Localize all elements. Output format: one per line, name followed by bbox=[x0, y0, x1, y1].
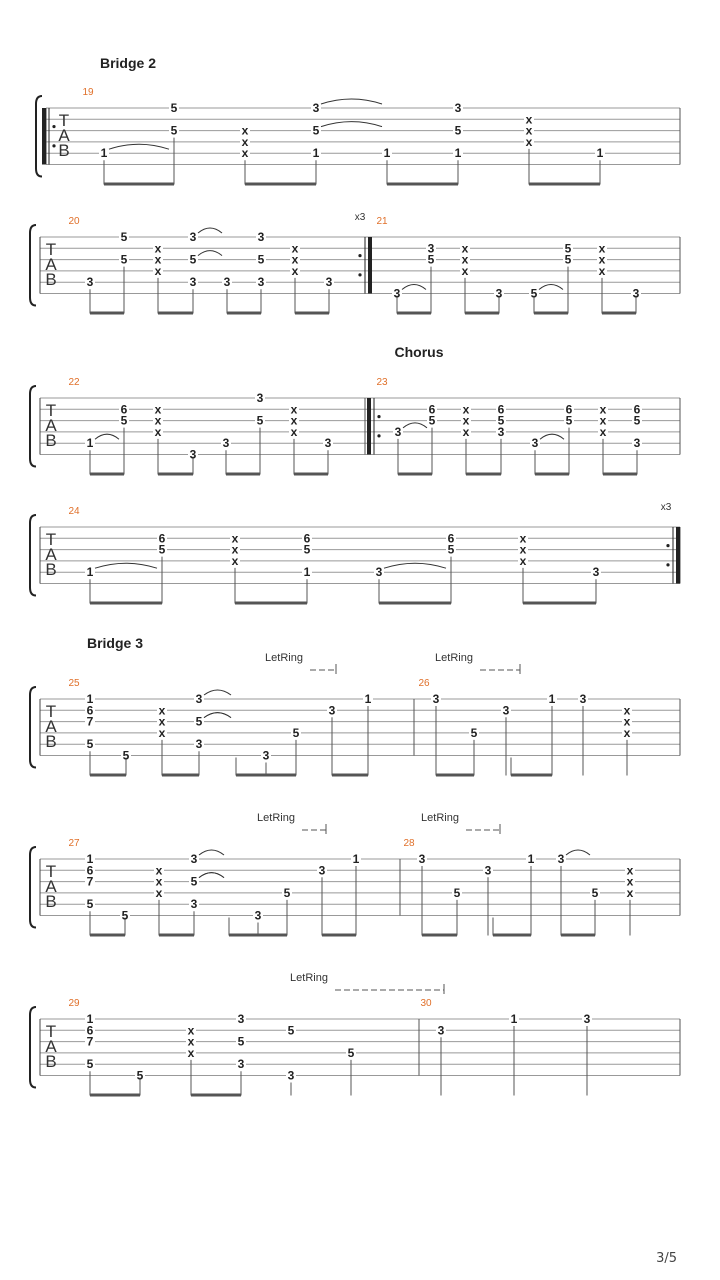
beam bbox=[379, 602, 451, 605]
dead-note: x bbox=[291, 241, 299, 256]
tie bbox=[198, 228, 222, 233]
fret-number: 5 bbox=[447, 542, 455, 557]
repeat-thick-bar bbox=[368, 237, 372, 294]
beam bbox=[236, 774, 296, 777]
fret-number: 5 bbox=[453, 885, 461, 900]
fret-number: 3 bbox=[393, 286, 401, 301]
fret-number: 5 bbox=[564, 241, 572, 256]
beam bbox=[229, 934, 287, 937]
dead-note: x bbox=[462, 402, 470, 417]
fret-number: 5 bbox=[86, 737, 94, 752]
beam bbox=[90, 774, 126, 777]
beam bbox=[529, 183, 600, 186]
fret-number: 5 bbox=[427, 252, 435, 267]
fret-number: 5 bbox=[190, 874, 198, 889]
fret-number: 3 bbox=[583, 1012, 591, 1026]
tab-clef-letter: T bbox=[45, 530, 57, 549]
fret-number: 6 bbox=[303, 531, 311, 546]
dead-note: x bbox=[599, 413, 607, 428]
fret-number: 3 bbox=[223, 275, 231, 290]
measure-number: 24 bbox=[68, 506, 80, 517]
dead-note: x bbox=[598, 263, 606, 278]
fret-number: 3 bbox=[324, 436, 332, 451]
beam bbox=[398, 473, 432, 476]
fret-number: 5 bbox=[170, 101, 178, 115]
beam bbox=[104, 183, 174, 186]
fret-number: 3 bbox=[254, 908, 262, 923]
section-label: Bridge 2 bbox=[99, 55, 157, 71]
dead-note: x bbox=[154, 263, 162, 278]
fret-number: 3 bbox=[484, 863, 492, 878]
system-bracket bbox=[30, 225, 36, 306]
fret-number: 3 bbox=[190, 852, 198, 866]
tie bbox=[540, 434, 564, 439]
fret-number: 3 bbox=[328, 703, 336, 718]
fret-number: 6 bbox=[86, 1023, 94, 1038]
let-ring-label: LetRing bbox=[435, 652, 473, 664]
dead-note: x bbox=[623, 714, 631, 729]
fret-number: 6 bbox=[120, 402, 128, 417]
fret-number: 1 bbox=[548, 692, 556, 706]
beam bbox=[226, 473, 260, 476]
measure-number: 30 bbox=[420, 998, 432, 1009]
section-label: Chorus bbox=[394, 344, 444, 360]
fret-number: 5 bbox=[86, 1057, 94, 1072]
tab-clef-letter: A bbox=[45, 255, 57, 274]
tab-clef-letter: T bbox=[58, 111, 70, 130]
beam bbox=[561, 934, 595, 937]
dead-note: x bbox=[599, 402, 607, 417]
fret-number: 5 bbox=[256, 413, 264, 428]
beam bbox=[465, 312, 499, 315]
fret-number: 3 bbox=[437, 1023, 445, 1038]
fret-number: 5 bbox=[257, 252, 265, 267]
dead-note: x bbox=[626, 885, 634, 900]
fret-number: 3 bbox=[394, 424, 402, 439]
fret-number: 6 bbox=[428, 402, 436, 417]
fret-number: 1 bbox=[86, 852, 94, 866]
let-ring-label: LetRing bbox=[421, 812, 459, 824]
tab-clef-letter: A bbox=[45, 717, 57, 736]
fret-number: 1 bbox=[352, 852, 360, 866]
measure-number: 22 bbox=[68, 377, 80, 388]
let-ring-label: LetRing bbox=[265, 652, 303, 664]
tie bbox=[95, 434, 119, 439]
fret-number: 5 bbox=[283, 885, 291, 900]
beam bbox=[422, 934, 457, 937]
fret-number: 3 bbox=[497, 424, 505, 439]
fret-number: 3 bbox=[495, 286, 503, 301]
measure-number: 23 bbox=[376, 377, 388, 388]
beam bbox=[227, 312, 261, 315]
dead-note: x bbox=[291, 263, 299, 278]
fret-number: 5 bbox=[121, 908, 129, 923]
system-bracket bbox=[30, 515, 36, 596]
fret-number: 3 bbox=[237, 1012, 245, 1026]
fret-number: 1 bbox=[86, 565, 94, 580]
fret-number: 3 bbox=[189, 230, 197, 244]
fret-number: 5 bbox=[195, 714, 203, 729]
fret-number: 1 bbox=[303, 565, 311, 580]
fret-number: 5 bbox=[189, 252, 197, 267]
beam bbox=[322, 934, 356, 937]
repeat-dot bbox=[52, 144, 55, 147]
tab-clef-letter: B bbox=[58, 141, 70, 160]
dead-note: x bbox=[461, 263, 469, 278]
dead-note: x bbox=[154, 413, 162, 428]
dead-note: x bbox=[241, 134, 249, 149]
fret-number: 1 bbox=[312, 146, 320, 161]
fret-number: 1 bbox=[527, 852, 535, 866]
tie bbox=[321, 122, 382, 127]
measure-number: 19 bbox=[82, 87, 94, 98]
tab-clef-letter: A bbox=[58, 126, 70, 145]
dead-note: x bbox=[154, 252, 162, 267]
beam bbox=[90, 934, 125, 937]
beam bbox=[90, 473, 124, 476]
staff-lines bbox=[30, 96, 680, 1088]
tab-clef-letter: T bbox=[45, 702, 57, 721]
tab-clef-letter: B bbox=[45, 892, 57, 911]
tie bbox=[109, 144, 169, 149]
dead-note: x bbox=[187, 1023, 195, 1038]
beam bbox=[603, 473, 637, 476]
fret-number: 5 bbox=[86, 897, 94, 912]
beam bbox=[158, 473, 193, 476]
dead-note: x bbox=[519, 531, 527, 546]
fret-number: 3 bbox=[454, 101, 462, 115]
fret-number: 3 bbox=[592, 565, 600, 580]
fret-number: 3 bbox=[502, 703, 510, 718]
beam bbox=[466, 473, 501, 476]
fret-number: 6 bbox=[86, 863, 94, 878]
tie bbox=[204, 690, 231, 695]
fret-number: 3 bbox=[418, 852, 426, 866]
tie bbox=[566, 850, 590, 855]
dead-note: x bbox=[462, 424, 470, 439]
dead-note: x bbox=[155, 863, 163, 878]
tie bbox=[321, 99, 382, 104]
fret-number: 5 bbox=[120, 230, 128, 244]
tab-clef-letter: B bbox=[45, 1052, 57, 1071]
beam bbox=[90, 1094, 140, 1097]
beam bbox=[534, 312, 568, 315]
beam bbox=[235, 602, 307, 605]
beam bbox=[523, 602, 596, 605]
fret-number: 5 bbox=[428, 413, 436, 428]
dead-note: x bbox=[461, 252, 469, 267]
dead-note: x bbox=[231, 553, 239, 568]
tie bbox=[199, 873, 224, 878]
fret-number: 3 bbox=[318, 863, 326, 878]
beam bbox=[191, 1094, 241, 1097]
tab-clef-letter: B bbox=[45, 732, 57, 751]
tab-clef-letter: T bbox=[45, 401, 57, 420]
beam bbox=[294, 473, 328, 476]
dead-note: x bbox=[598, 241, 606, 256]
measure-number: 25 bbox=[68, 678, 80, 689]
fret-number: 3 bbox=[557, 852, 565, 866]
dead-note: x bbox=[187, 1045, 195, 1060]
system-bracket bbox=[30, 386, 36, 467]
tab-clef-letter: B bbox=[45, 270, 57, 289]
fret-number: 3 bbox=[190, 897, 198, 912]
beam bbox=[245, 183, 316, 186]
tie bbox=[384, 563, 446, 568]
dead-note: x bbox=[623, 703, 631, 718]
fret-number: 3 bbox=[633, 436, 641, 451]
beam bbox=[332, 774, 368, 777]
dead-note: x bbox=[241, 123, 249, 138]
fret-number: 7 bbox=[86, 1034, 94, 1049]
repeat-dot bbox=[377, 434, 380, 437]
fret-number: 5 bbox=[347, 1045, 355, 1060]
measure-number: 29 bbox=[68, 998, 80, 1009]
dead-note: x bbox=[231, 542, 239, 557]
fret-number: 3 bbox=[427, 241, 435, 256]
fret-number: 1 bbox=[100, 146, 108, 161]
fret-number: 7 bbox=[86, 714, 94, 729]
fret-number: 1 bbox=[364, 692, 372, 706]
measure-number: 21 bbox=[376, 216, 388, 227]
dead-note: x bbox=[626, 863, 634, 878]
beam bbox=[295, 312, 329, 315]
repeat-dot bbox=[358, 254, 361, 257]
repeat-dot bbox=[358, 273, 361, 276]
measure-number: 26 bbox=[418, 678, 430, 689]
fret-number: 1 bbox=[86, 1012, 94, 1026]
fret-number: 3 bbox=[325, 275, 333, 290]
fret-number: 5 bbox=[287, 1023, 295, 1038]
beam bbox=[397, 312, 431, 315]
fret-number: 1 bbox=[510, 1012, 518, 1026]
repeat-thick-bar bbox=[676, 527, 680, 584]
dead-note: x bbox=[525, 123, 533, 138]
let-ring-label: LetRing bbox=[257, 812, 295, 824]
fret-number: 3 bbox=[86, 275, 94, 290]
beam bbox=[602, 312, 636, 315]
fret-number: 1 bbox=[596, 146, 604, 161]
dead-note: x bbox=[462, 413, 470, 428]
fret-number: 5 bbox=[120, 252, 128, 267]
fret-number: 6 bbox=[497, 402, 505, 417]
repeat-dot bbox=[666, 563, 669, 566]
tab-clef-letter: T bbox=[45, 862, 57, 881]
fret-number: 5 bbox=[312, 123, 320, 138]
dead-note: x bbox=[290, 413, 298, 428]
fret-number: 3 bbox=[222, 436, 230, 451]
fret-number: 3 bbox=[237, 1057, 245, 1072]
tab-clef-letter: A bbox=[45, 545, 57, 564]
tie bbox=[198, 251, 222, 256]
fret-number: 6 bbox=[447, 531, 455, 546]
dead-note: x bbox=[158, 714, 166, 729]
beam bbox=[90, 602, 162, 605]
fret-number: 5 bbox=[170, 123, 178, 138]
tie bbox=[403, 423, 427, 428]
beam bbox=[387, 183, 458, 186]
dead-note: x bbox=[231, 531, 239, 546]
fret-number: 1 bbox=[86, 436, 94, 451]
tab-clef-letter: B bbox=[45, 431, 57, 450]
dead-note: x bbox=[154, 402, 162, 417]
beam bbox=[159, 934, 194, 937]
fret-number: 3 bbox=[632, 286, 640, 301]
tie bbox=[539, 285, 563, 290]
fret-number: 5 bbox=[303, 542, 311, 557]
tie bbox=[204, 713, 231, 718]
tie bbox=[199, 850, 224, 855]
repeat-count-label: x3 bbox=[354, 212, 366, 223]
dead-note: x bbox=[461, 241, 469, 256]
dead-note: x bbox=[599, 424, 607, 439]
fret-number: 3 bbox=[256, 391, 264, 405]
fret-number: 3 bbox=[257, 230, 265, 244]
dead-note: x bbox=[154, 424, 162, 439]
fret-number: 7 bbox=[86, 874, 94, 889]
dead-note: x bbox=[525, 112, 533, 127]
repeat-dot bbox=[52, 125, 55, 128]
fret-number: 3 bbox=[375, 565, 383, 580]
dead-note: x bbox=[158, 703, 166, 718]
fret-number: 5 bbox=[237, 1034, 245, 1049]
dead-note: x bbox=[290, 402, 298, 417]
repeat-thick-bar bbox=[42, 108, 46, 165]
dead-note: x bbox=[155, 874, 163, 889]
fret-number: 1 bbox=[86, 692, 94, 706]
dead-note: x bbox=[519, 553, 527, 568]
dead-note: x bbox=[623, 725, 631, 740]
beam bbox=[535, 473, 569, 476]
fret-number: 6 bbox=[633, 402, 641, 417]
repeat-dot bbox=[666, 544, 669, 547]
beam bbox=[162, 774, 199, 777]
fret-number: 3 bbox=[195, 737, 203, 752]
dead-note: x bbox=[154, 241, 162, 256]
fret-number: 3 bbox=[287, 1068, 295, 1083]
system-bracket bbox=[30, 687, 36, 768]
let-ring-label: LetRing bbox=[290, 972, 328, 984]
beam bbox=[436, 774, 474, 777]
tab-clef-letter: B bbox=[45, 560, 57, 579]
measure-number: 20 bbox=[68, 216, 80, 227]
fret-number: 5 bbox=[122, 748, 130, 763]
fret-number: 1 bbox=[454, 146, 462, 161]
fret-number: 5 bbox=[591, 885, 599, 900]
notation-text bbox=[45, 55, 671, 1083]
beam bbox=[511, 774, 552, 777]
system-bracket bbox=[30, 847, 36, 928]
fret-number: 6 bbox=[565, 402, 573, 417]
fret-number: 3 bbox=[262, 748, 270, 763]
dead-note: x bbox=[525, 134, 533, 149]
fret-number: 6 bbox=[158, 531, 166, 546]
fret-number: 3 bbox=[579, 692, 587, 706]
system-bracket bbox=[30, 1007, 36, 1088]
beam bbox=[493, 934, 531, 937]
fret-number: 5 bbox=[292, 725, 300, 740]
fret-number: 5 bbox=[564, 252, 572, 267]
fret-number: 3 bbox=[257, 275, 265, 290]
section-label: Bridge 3 bbox=[86, 635, 144, 651]
fret-number: 5 bbox=[470, 725, 478, 740]
repeat-dot bbox=[377, 415, 380, 418]
beam bbox=[90, 312, 124, 315]
fret-number: 3 bbox=[312, 101, 320, 115]
fret-number: 1 bbox=[383, 146, 391, 161]
fret-number: 3 bbox=[189, 447, 197, 462]
dead-note: x bbox=[291, 252, 299, 267]
dead-note: x bbox=[187, 1034, 195, 1049]
fret-number: 5 bbox=[120, 413, 128, 428]
tab-clef-letter: A bbox=[45, 416, 57, 435]
fret-number: 5 bbox=[633, 413, 641, 428]
fret-number: 3 bbox=[432, 692, 440, 706]
tab-clef-letter: A bbox=[45, 1037, 57, 1056]
fret-number: 6 bbox=[86, 703, 94, 718]
repeat-count-label: x3 bbox=[660, 502, 672, 513]
measure-number: 28 bbox=[403, 838, 415, 849]
fret-number: 3 bbox=[531, 436, 539, 451]
fret-number: 5 bbox=[158, 542, 166, 557]
dead-note: x bbox=[158, 725, 166, 740]
repeat-thick-bar bbox=[367, 398, 371, 455]
measure-number: 27 bbox=[68, 838, 80, 849]
tab-clef-letter: A bbox=[45, 877, 57, 896]
tie bbox=[402, 285, 426, 290]
tab-clef-letter: T bbox=[45, 240, 57, 259]
dead-note: x bbox=[241, 146, 249, 161]
tie bbox=[95, 563, 157, 568]
fret-number: 3 bbox=[195, 692, 203, 706]
system-bracket bbox=[36, 96, 42, 177]
fret-number: 5 bbox=[136, 1068, 144, 1083]
fret-number: 5 bbox=[454, 123, 462, 138]
fret-number: 5 bbox=[565, 413, 573, 428]
fret-number: 5 bbox=[497, 413, 505, 428]
dead-note: x bbox=[155, 885, 163, 900]
fret-number: 3 bbox=[189, 275, 197, 290]
dead-note: x bbox=[519, 542, 527, 557]
beam bbox=[158, 312, 193, 315]
dead-note: x bbox=[598, 252, 606, 267]
tab-clef-letter: T bbox=[45, 1022, 57, 1041]
page-number: 3/5 bbox=[656, 1251, 677, 1266]
fret-number: 5 bbox=[530, 286, 538, 301]
dead-note: x bbox=[290, 424, 298, 439]
dead-note: x bbox=[626, 874, 634, 889]
